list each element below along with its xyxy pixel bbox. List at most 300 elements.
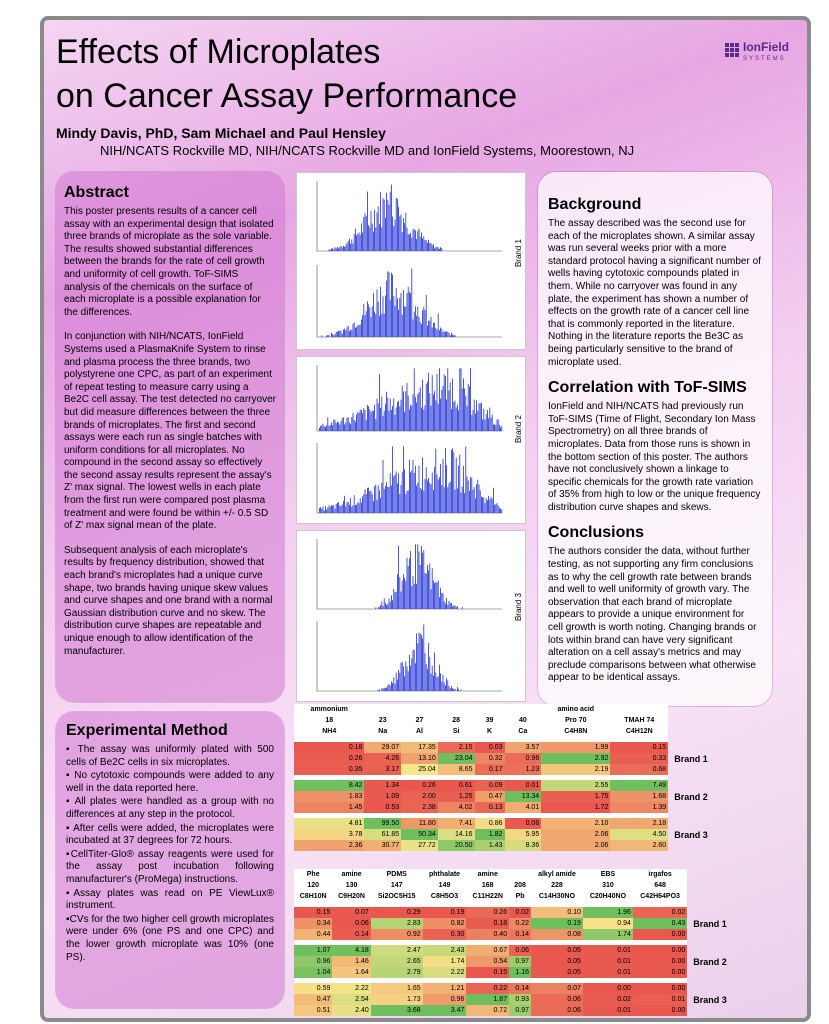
brand-row-label: Brand 1 (693, 918, 727, 929)
histogram-bar (392, 600, 393, 609)
histogram-bar (447, 487, 448, 513)
histogram-bar (431, 589, 432, 609)
table-cell: 0.35 (294, 764, 364, 775)
histogram-bar (428, 643, 429, 691)
table-cell: 0.00 (633, 1005, 687, 1016)
table-header-cell: C8H10N (294, 891, 332, 902)
histogram-bar (404, 578, 405, 609)
table-row (294, 907, 739, 918)
histogram-bar (379, 690, 380, 692)
histogram-bar (383, 296, 384, 337)
histogram-bar (395, 684, 396, 691)
authors: Mindy Davis, PhD, Sam Michael and Paul Hensley (56, 125, 386, 141)
table-header-cell: C8H5O3 (423, 891, 467, 902)
histogram-bar (429, 657, 430, 691)
histogram-bar (361, 223, 362, 251)
histogram-bar (413, 230, 414, 252)
histogram-bar (390, 473, 391, 513)
table-header-cell: amine (332, 869, 370, 880)
histogram-bar (320, 507, 321, 513)
histogram-bar (437, 247, 438, 251)
table-cell: 1.64 (332, 967, 370, 978)
histogram-bar (494, 424, 495, 431)
histogram-bar (427, 243, 428, 251)
histogram-bar (332, 425, 333, 431)
table-header-cell: 39 (475, 715, 505, 726)
histogram-bar (407, 228, 408, 251)
histogram-bar (363, 494, 364, 513)
histogram-bar (367, 192, 368, 251)
histogram-bar (373, 501, 374, 513)
histogram-bar (391, 486, 392, 514)
histogram-bar (435, 449, 436, 513)
histogram-bar (474, 487, 475, 513)
table-header-cell: 40 (505, 715, 542, 726)
histogram-bar (434, 653, 435, 691)
method-item: ▪ The assay was uniformly plated with 500 cells of Be2C cells in six microplates. (66, 744, 274, 768)
histogram-bar (398, 670, 399, 691)
histogram-bar (435, 247, 436, 251)
method-item: ▪Assay plates was read on PE ViewLux® instrument. (66, 887, 274, 912)
histogram-bar (389, 684, 390, 691)
histogram-bar (441, 248, 442, 251)
histogram-bar (429, 564, 430, 609)
abstract-paragraph-1: This poster presents results of a cancer cell assay with an experimental design that isolated three brands of microplate as the sole variable. The results showed substantial differences between the brands for the rate of cell growth and uniformity of cell growth. ToF-SIMS analysis of the chemicals on the surface of each microplate is a possible explanation for the differences. (64, 206, 274, 318)
histogram-bar (390, 300, 391, 337)
histogram-bar (404, 469, 405, 513)
histogram-bar (453, 605, 454, 609)
histogram-bar (479, 403, 480, 431)
histogram-bar (360, 325, 361, 337)
table-header-cell: 120 (294, 880, 332, 891)
histogram-bar (333, 505, 334, 513)
histogram-bar (399, 216, 400, 251)
histogram-bar (439, 331, 440, 338)
histogram-bar (467, 406, 468, 431)
brand-2-label: Brand 2 (514, 415, 523, 444)
histogram-bar (456, 407, 457, 431)
histogram-bar (396, 408, 397, 432)
table-header-cell: phthalate (423, 869, 467, 880)
histogram-bar (393, 226, 394, 251)
table-cell: 2.10 (541, 818, 610, 829)
histogram-bar (427, 669, 428, 691)
table-cell: 1.25 (438, 791, 475, 802)
histogram-bar (481, 403, 482, 431)
histogram-bar (426, 467, 427, 513)
histogram-bar (341, 421, 342, 431)
table-header-cell (610, 704, 668, 715)
histogram-bar (368, 406, 369, 431)
histogram-bar (444, 331, 445, 337)
histogram-bar (417, 483, 418, 513)
histogram-bar (321, 335, 322, 337)
histogram-bar (416, 239, 417, 251)
histogram-bar (348, 417, 349, 431)
histogram-bar (367, 488, 368, 513)
table-cell: 2.22 (423, 967, 467, 978)
histogram-bar (386, 605, 387, 609)
histogram-bar (377, 500, 378, 513)
table-header-cell: Phe (294, 869, 332, 880)
histogram-bar (384, 200, 385, 251)
histogram-bar (445, 604, 446, 610)
table-cell: 0.40 (466, 929, 509, 940)
brand-row-label: Brand 3 (693, 994, 727, 1005)
histogram-bar (438, 247, 439, 251)
histogram-bar (501, 509, 502, 513)
table-cell: 1.73 (371, 994, 423, 1005)
histogram-bar (378, 607, 379, 609)
histogram-bar (349, 331, 350, 337)
histogram-bar (445, 685, 446, 691)
histogram-bar (435, 673, 436, 692)
histogram-bar (323, 507, 324, 514)
table-header-cell: amino acid (541, 704, 610, 715)
histogram-bar (480, 490, 481, 513)
histogram-bar (446, 678, 447, 691)
histogram-bar (486, 498, 487, 513)
histogram-bar (330, 507, 331, 514)
histogram-bar (411, 269, 412, 337)
brand-3-histogram-svg (297, 531, 523, 699)
histogram-bar (381, 688, 382, 691)
histogram-bar (432, 245, 433, 251)
histogram-bar (357, 325, 358, 337)
histogram-bar (446, 400, 447, 431)
table-cell: 0.01 (583, 956, 633, 967)
histogram-bar (451, 409, 452, 431)
histogram-bar (416, 316, 417, 337)
histogram-bar (439, 477, 440, 513)
table-cell: 2.40 (332, 1005, 370, 1016)
histogram-bar (443, 459, 444, 513)
histogram-bar (452, 448, 453, 513)
histogram-bar (420, 322, 421, 337)
histogram-bar (413, 460, 414, 513)
histogram-bar (453, 335, 454, 337)
histogram-bar (423, 491, 424, 513)
table-cell: 2.79 (371, 967, 423, 978)
table-cell: 2.60 (610, 840, 668, 851)
histogram-bar (362, 496, 363, 513)
table-cell: 0.06 (505, 818, 542, 829)
histogram-bar (402, 386, 403, 432)
table-header-cell (364, 704, 401, 715)
table-header-row (294, 715, 739, 726)
histogram-bar (375, 607, 376, 609)
histogram-bar (421, 635, 422, 691)
histogram-bar (417, 544, 418, 609)
histogram-bar (380, 605, 381, 609)
histogram-bar (399, 494, 400, 513)
histogram-bar (446, 598, 447, 609)
histogram-bar (455, 689, 456, 691)
histogram-bar (368, 225, 369, 251)
histogram-bar (469, 386, 470, 431)
histogram-bar (392, 217, 393, 251)
histogram-bar (403, 666, 404, 691)
histogram-bar (431, 317, 432, 337)
table-cell: 0.51 (294, 1005, 332, 1016)
histogram-bar (378, 403, 379, 431)
table-header-cell: C20H40NO (583, 891, 633, 902)
table-header-cell: 147 (371, 880, 423, 891)
table-2-wrapper (294, 869, 739, 1016)
brand-row-label: Brand 1 (674, 753, 708, 764)
table-cell: 1.07 (294, 945, 332, 956)
histogram-bar (401, 592, 402, 610)
histogram-bar (421, 324, 422, 337)
histogram-bar (435, 328, 436, 337)
table-header-cell: TMAH 74 (610, 715, 668, 726)
histogram-bar (324, 426, 325, 431)
histogram-bar (465, 396, 466, 431)
histogram-bar (479, 485, 480, 513)
histogram-bar (457, 687, 458, 691)
histogram-bar (408, 287, 409, 337)
histogram-bar (457, 488, 458, 513)
histogram-bar (443, 386, 444, 431)
histogram-bar (351, 330, 352, 337)
histogram-bar (396, 592, 397, 609)
table-header-row (294, 891, 739, 902)
histogram-bar (429, 321, 430, 337)
table-cell: 0.00 (633, 956, 687, 967)
histogram-bar (369, 409, 370, 431)
histogram-bar (351, 240, 352, 252)
histogram-bar (405, 494, 406, 513)
histogram-bar (342, 247, 343, 251)
histogram-bar (464, 389, 465, 432)
histogram-bar (362, 413, 363, 431)
histogram-bar (407, 293, 408, 337)
histogram-bar (422, 457, 423, 513)
histogram-bar (468, 481, 469, 514)
table-cell: 4.50 (610, 829, 668, 840)
table-cell: 50.34 (401, 829, 438, 840)
table-header-cell: Ca (505, 726, 542, 737)
histogram-bar (403, 290, 404, 337)
table-cell: 0.06 (332, 918, 370, 929)
histogram-bar (449, 333, 450, 337)
tof-sims-table-1 (294, 704, 739, 851)
table-cell: 4.26 (364, 753, 401, 764)
histogram-bar (343, 246, 344, 251)
histogram-bar (363, 304, 364, 337)
histogram-bar (453, 689, 454, 691)
histogram-bar (320, 426, 321, 431)
histogram-bar (385, 404, 386, 431)
table-cell: 0.72 (466, 1005, 509, 1016)
table-cell: 2.55 (541, 780, 610, 791)
table-cell: 0.02 (583, 994, 633, 1005)
histogram-bar (456, 458, 457, 513)
table-cell: 1.39 (610, 802, 668, 813)
table-cell: 1.82 (475, 829, 505, 840)
table-header-cell: amine (466, 869, 509, 880)
histogram-bar (414, 584, 415, 609)
histogram-bar (371, 412, 372, 431)
histogram-bar (372, 411, 373, 431)
histogram-bar (335, 420, 336, 431)
histogram-bar (445, 376, 446, 431)
histogram-bar (414, 312, 415, 337)
conclusions-heading: Conclusions (548, 524, 645, 542)
histogram-bar (405, 391, 406, 431)
table-cell: 3.78 (294, 829, 364, 840)
histogram-bar (321, 425, 322, 431)
histogram-bar (491, 417, 492, 431)
histogram-bar (416, 584, 417, 609)
histogram-bar (393, 589, 394, 609)
histogram-bar (405, 307, 406, 337)
histogram-bar (411, 658, 412, 691)
table-header-cell: alkyl amide (531, 869, 583, 880)
table-cell: 0.00 (583, 983, 633, 994)
histogram-bar (367, 301, 368, 337)
histogram-bar (395, 475, 396, 513)
histogram-bar (411, 586, 412, 609)
table-row (294, 764, 739, 775)
histogram-bar (441, 593, 442, 609)
histogram-bar (417, 231, 418, 251)
histogram-bar (336, 332, 337, 337)
table-cell: 0.05 (531, 956, 583, 967)
table-cell: 0.05 (531, 945, 583, 956)
histogram-bar (434, 391, 435, 431)
histogram-bar (434, 323, 435, 337)
table-cell: 0.32 (475, 753, 505, 764)
histogram-bar (350, 330, 351, 337)
histogram-bar (409, 559, 410, 610)
histogram-bar (438, 480, 439, 514)
logo-sub: SYSTEMS (743, 56, 786, 62)
histogram-bar (501, 426, 502, 431)
histogram-bar (403, 447, 404, 514)
histogram-bar (432, 568, 433, 609)
histogram-bar (359, 413, 360, 431)
histogram-bar (360, 410, 361, 431)
histogram-column (296, 172, 524, 702)
histogram-bar (399, 298, 400, 337)
histogram-bar (390, 686, 391, 692)
histogram-bar (342, 504, 343, 513)
histogram-bar (363, 217, 364, 251)
histogram-bar (446, 465, 447, 513)
table-header-cell: C11H22N (466, 891, 509, 902)
table-row (294, 802, 739, 813)
histogram-bar (444, 683, 445, 691)
table-cell: 0.61 (438, 780, 475, 791)
histogram-bar (404, 676, 405, 691)
histogram-bar (437, 329, 438, 337)
histogram-bar (464, 493, 465, 513)
histogram-bar (401, 485, 402, 513)
brand-1-label: Brand 1 (514, 239, 523, 268)
histogram-bar (483, 497, 484, 513)
table-cell: 0.26 (466, 907, 509, 918)
histogram-bar (405, 661, 406, 691)
histogram-bar (345, 422, 346, 431)
table-cell: 4.81 (294, 818, 364, 829)
histogram-bar (380, 408, 381, 431)
histogram-bar (470, 368, 471, 431)
histogram-bar (374, 210, 375, 251)
histogram-bar (414, 368, 415, 431)
histogram-bar (489, 408, 490, 432)
table-header-cell: 28 (438, 715, 475, 726)
table-row (294, 780, 739, 791)
histogram-bar (355, 422, 356, 431)
histogram-bar (411, 470, 412, 513)
histogram-bar (402, 232, 403, 251)
histogram-bar (331, 505, 332, 513)
histogram-bar (395, 415, 396, 431)
table-cell: 0.86 (475, 818, 505, 829)
histogram-bar (429, 483, 430, 513)
histogram-bar (366, 216, 367, 251)
table-cell: 13.34 (505, 791, 542, 802)
histogram-bar (387, 685, 388, 691)
table-cell: 0.18 (466, 918, 509, 929)
histogram-bar (338, 331, 339, 337)
histogram-bar (403, 391, 404, 431)
histogram-bar (423, 410, 424, 432)
table-cell: 0.06 (531, 1005, 583, 1016)
table-cell: 0.96 (505, 753, 542, 764)
histogram-bar (372, 306, 373, 337)
table-cell: 0.09 (475, 780, 505, 791)
histogram-bar (380, 498, 381, 513)
histogram-bar (397, 574, 398, 609)
table-header-cell: C4H12N (610, 726, 668, 737)
histogram-bar (342, 418, 343, 431)
histogram-bar (353, 244, 354, 252)
histogram-bar (389, 599, 390, 609)
table-cell: 17.35 (401, 742, 438, 753)
histogram-bar (437, 582, 438, 609)
histogram-bar (383, 198, 384, 251)
title-line-1: Effects of Microplates (56, 33, 381, 71)
table-row (294, 840, 739, 851)
table-cell: 0.14 (509, 929, 531, 940)
table-row (294, 967, 739, 978)
histogram-bar (336, 504, 337, 513)
histogram-bar (335, 247, 336, 251)
histogram-bar (403, 574, 404, 609)
histogram-bar (485, 420, 486, 431)
histogram-bar (332, 505, 333, 513)
histogram-bar (500, 509, 501, 513)
table-cell: 0.01 (583, 1005, 633, 1016)
table-row (294, 956, 739, 967)
histogram-bar (385, 688, 386, 691)
histogram-bar (341, 246, 342, 251)
table-cell: 0.47 (294, 994, 332, 1005)
histogram-bar (463, 379, 464, 432)
histogram-bar (461, 690, 462, 691)
table-header-cell: 18 (294, 715, 364, 726)
histogram-bar (447, 332, 448, 337)
histogram-bar (420, 488, 421, 513)
histogram-bar (465, 447, 466, 514)
histogram-bar (462, 607, 463, 609)
histogram-bar (432, 375, 433, 431)
table-header-cell: Si (438, 726, 475, 737)
histogram-bar (415, 397, 416, 431)
histogram-bar (330, 249, 331, 251)
